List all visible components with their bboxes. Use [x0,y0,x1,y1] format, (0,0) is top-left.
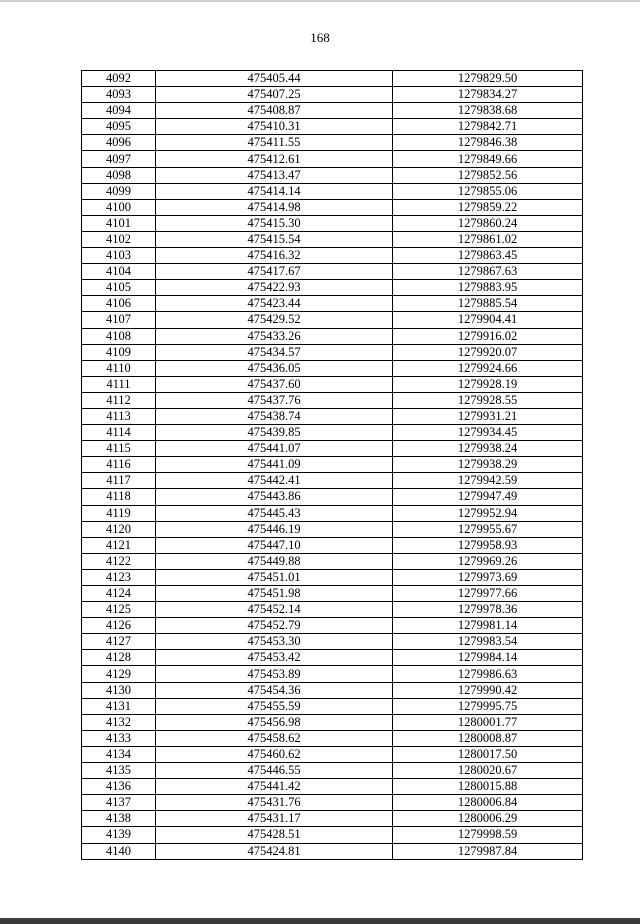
x-coordinate-cell: 475407.25 [156,87,393,103]
y-coordinate-cell: 1279842.71 [393,119,583,135]
x-coordinate-cell: 475438.74 [156,408,393,424]
point-number-cell: 4105 [82,280,156,296]
point-number-cell: 4118 [82,489,156,505]
x-coordinate-cell: 475452.79 [156,618,393,634]
x-coordinate-cell: 475415.54 [156,231,393,247]
x-coordinate-cell: 475460.62 [156,746,393,762]
point-number-cell: 4092 [82,71,156,87]
point-number-cell: 4133 [82,730,156,746]
x-coordinate-cell: 475445.43 [156,505,393,521]
table-row [82,618,583,634]
x-coordinate-cell: 475441.42 [156,779,393,795]
y-coordinate-cell: 1279867.63 [393,264,583,280]
y-coordinate-cell: 1279977.66 [393,586,583,602]
point-number-cell: 4121 [82,537,156,553]
y-coordinate-cell: 1279938.24 [393,441,583,457]
x-coordinate-cell: 475410.31 [156,119,393,135]
y-coordinate-cell: 1279885.54 [393,296,583,312]
point-number-cell: 4128 [82,650,156,666]
x-coordinate-cell: 475443.86 [156,489,393,505]
table-row [82,87,583,103]
x-coordinate-cell: 475458.62 [156,730,393,746]
x-coordinate-cell: 475431.76 [156,795,393,811]
y-coordinate-cell: 1280015.88 [393,779,583,795]
point-number-cell: 4137 [82,795,156,811]
point-number-cell: 4106 [82,296,156,312]
table-row [82,344,583,360]
x-coordinate-cell: 475437.60 [156,376,393,392]
x-coordinate-cell: 475413.47 [156,167,393,183]
scan-top-edge [0,0,640,2]
point-number-cell: 4132 [82,714,156,730]
table-row [82,473,583,489]
point-number-cell: 4130 [82,682,156,698]
point-number-cell: 4114 [82,425,156,441]
y-coordinate-cell: 1279829.50 [393,71,583,87]
point-number-cell: 4117 [82,473,156,489]
x-coordinate-cell: 475411.55 [156,135,393,151]
point-number-cell: 4136 [82,779,156,795]
y-coordinate-cell: 1279920.07 [393,344,583,360]
point-number-cell: 4109 [82,344,156,360]
point-number-cell: 4102 [82,231,156,247]
y-coordinate-cell: 1279947.49 [393,489,583,505]
y-coordinate-cell: 1279969.26 [393,553,583,569]
y-coordinate-cell: 1279860.24 [393,215,583,231]
table-row [82,441,583,457]
point-number-cell: 4101 [82,215,156,231]
y-coordinate-cell: 1280001.77 [393,714,583,730]
x-coordinate-cell: 475424.81 [156,843,393,859]
page-number: 168 [310,30,330,45]
point-number-cell: 4134 [82,746,156,762]
point-number-cell: 4125 [82,602,156,618]
coordinates-table [81,70,583,860]
point-number-cell: 4103 [82,248,156,264]
table-row [82,682,583,698]
y-coordinate-cell: 1279834.27 [393,87,583,103]
y-coordinate-cell: 1279983.54 [393,634,583,650]
y-coordinate-cell: 1279928.19 [393,376,583,392]
x-coordinate-cell: 475423.44 [156,296,393,312]
x-coordinate-cell: 475405.44 [156,71,393,87]
x-coordinate-cell: 475453.30 [156,634,393,650]
y-coordinate-cell: 1279849.66 [393,151,583,167]
y-coordinate-cell: 1279995.75 [393,698,583,714]
table-row [82,408,583,424]
table-row [82,763,583,779]
x-coordinate-cell: 475429.52 [156,312,393,328]
y-coordinate-cell: 1279987.84 [393,843,583,859]
point-number-cell: 4110 [82,360,156,376]
table-row [82,602,583,618]
table-row [82,746,583,762]
point-number-cell: 4140 [82,843,156,859]
table-row [82,167,583,183]
table-row [82,328,583,344]
y-coordinate-cell: 1279952.94 [393,505,583,521]
y-coordinate-cell: 1279846.38 [393,135,583,151]
x-coordinate-cell: 475452.14 [156,602,393,618]
x-coordinate-cell: 475453.42 [156,650,393,666]
x-coordinate-cell: 475416.32 [156,248,393,264]
x-coordinate-cell: 475431.17 [156,811,393,827]
x-coordinate-cell: 475441.07 [156,441,393,457]
point-number-cell: 4122 [82,553,156,569]
table-row [82,698,583,714]
x-coordinate-cell: 475442.41 [156,473,393,489]
point-number-cell: 4139 [82,827,156,843]
x-coordinate-cell: 475454.36 [156,682,393,698]
x-coordinate-cell: 475451.01 [156,569,393,585]
y-coordinate-cell: 1279904.41 [393,312,583,328]
y-coordinate-cell: 1279978.36 [393,602,583,618]
x-coordinate-cell: 475453.89 [156,666,393,682]
y-coordinate-cell: 1280006.29 [393,811,583,827]
x-coordinate-cell: 475408.87 [156,103,393,119]
table-row [82,714,583,730]
point-number-cell: 4120 [82,521,156,537]
table-row [82,296,583,312]
x-coordinate-cell: 475446.19 [156,521,393,537]
table-row [82,376,583,392]
table-row [82,360,583,376]
y-coordinate-cell: 1279916.02 [393,328,583,344]
y-coordinate-cell: 1279861.02 [393,231,583,247]
x-coordinate-cell: 475447.10 [156,537,393,553]
point-number-cell: 4131 [82,698,156,714]
point-number-cell: 4098 [82,167,156,183]
table-row [82,811,583,827]
x-coordinate-cell: 475415.30 [156,215,393,231]
y-coordinate-cell: 1279938.29 [393,457,583,473]
y-coordinate-cell: 1279955.67 [393,521,583,537]
table-row [82,103,583,119]
point-number-cell: 4100 [82,199,156,215]
table-row [82,135,583,151]
y-coordinate-cell: 1280020.67 [393,763,583,779]
table-row [82,730,583,746]
coordinates-table-body [82,71,583,860]
x-coordinate-cell: 475422.93 [156,280,393,296]
point-number-cell: 4107 [82,312,156,328]
y-coordinate-cell: 1279958.93 [393,537,583,553]
table-row [82,666,583,682]
y-coordinate-cell: 1279942.59 [393,473,583,489]
x-coordinate-cell: 475412.61 [156,151,393,167]
x-coordinate-cell: 475451.98 [156,586,393,602]
table-row [82,312,583,328]
y-coordinate-cell: 1279984.14 [393,650,583,666]
y-coordinate-cell: 1279931.21 [393,408,583,424]
table-row [82,569,583,585]
point-number-cell: 4113 [82,408,156,424]
y-coordinate-cell: 1279934.45 [393,425,583,441]
table-row [82,537,583,553]
x-coordinate-cell: 475455.59 [156,698,393,714]
x-coordinate-cell: 475434.57 [156,344,393,360]
y-coordinate-cell: 1279852.56 [393,167,583,183]
y-coordinate-cell: 1279981.14 [393,618,583,634]
y-coordinate-cell: 1279986.63 [393,666,583,682]
y-coordinate-cell: 1280017.50 [393,746,583,762]
x-coordinate-cell: 475433.26 [156,328,393,344]
point-number-cell: 4119 [82,505,156,521]
point-number-cell: 4138 [82,811,156,827]
table-row [82,586,583,602]
point-number-cell: 4095 [82,119,156,135]
y-coordinate-cell: 1279990.42 [393,682,583,698]
table-row [82,505,583,521]
point-number-cell: 4104 [82,264,156,280]
y-coordinate-cell: 1280006.84 [393,795,583,811]
point-number-cell: 4096 [82,135,156,151]
x-coordinate-cell: 475439.85 [156,425,393,441]
y-coordinate-cell: 1279924.66 [393,360,583,376]
table-row [82,199,583,215]
point-number-cell: 4135 [82,763,156,779]
table-row [82,231,583,247]
table-row [82,843,583,859]
x-coordinate-cell: 475456.98 [156,714,393,730]
table-row [82,392,583,408]
x-coordinate-cell: 475441.09 [156,457,393,473]
x-coordinate-cell: 475417.67 [156,264,393,280]
table-row [82,634,583,650]
x-coordinate-cell: 475449.88 [156,553,393,569]
point-number-cell: 4093 [82,87,156,103]
point-number-cell: 4116 [82,457,156,473]
point-number-cell: 4111 [82,376,156,392]
x-coordinate-cell: 475437.76 [156,392,393,408]
table-row [82,795,583,811]
table-row [82,183,583,199]
point-number-cell: 4099 [82,183,156,199]
x-coordinate-cell: 475414.14 [156,183,393,199]
table-row [82,71,583,87]
point-number-cell: 4123 [82,569,156,585]
x-coordinate-cell: 475414.98 [156,199,393,215]
point-number-cell: 4127 [82,634,156,650]
point-number-cell: 4126 [82,618,156,634]
y-coordinate-cell: 1279838.68 [393,103,583,119]
y-coordinate-cell: 1279855.06 [393,183,583,199]
y-coordinate-cell: 1279863.45 [393,248,583,264]
y-coordinate-cell: 1279998.59 [393,827,583,843]
table-row [82,457,583,473]
point-number-cell: 4097 [82,151,156,167]
point-number-cell: 4129 [82,666,156,682]
table-row [82,264,583,280]
x-coordinate-cell: 475436.05 [156,360,393,376]
point-number-cell: 4094 [82,103,156,119]
table-row [82,489,583,505]
table-row [82,215,583,231]
y-coordinate-cell: 1279973.69 [393,569,583,585]
table-row [82,119,583,135]
table-row [82,425,583,441]
x-coordinate-cell: 475428.51 [156,827,393,843]
y-coordinate-cell: 1279928.55 [393,392,583,408]
table-row [82,248,583,264]
table-row [82,151,583,167]
table-row [82,827,583,843]
y-coordinate-cell: 1280008.87 [393,730,583,746]
point-number-cell: 4112 [82,392,156,408]
y-coordinate-cell: 1279859.22 [393,199,583,215]
table-row [82,779,583,795]
table-row [82,553,583,569]
y-coordinate-cell: 1279883.95 [393,280,583,296]
point-number-cell: 4115 [82,441,156,457]
point-number-cell: 4108 [82,328,156,344]
x-coordinate-cell: 475446.55 [156,763,393,779]
point-number-cell: 4124 [82,586,156,602]
scan-bottom-edge [0,918,640,924]
table-row [82,280,583,296]
table-row [82,521,583,537]
table-row [82,650,583,666]
